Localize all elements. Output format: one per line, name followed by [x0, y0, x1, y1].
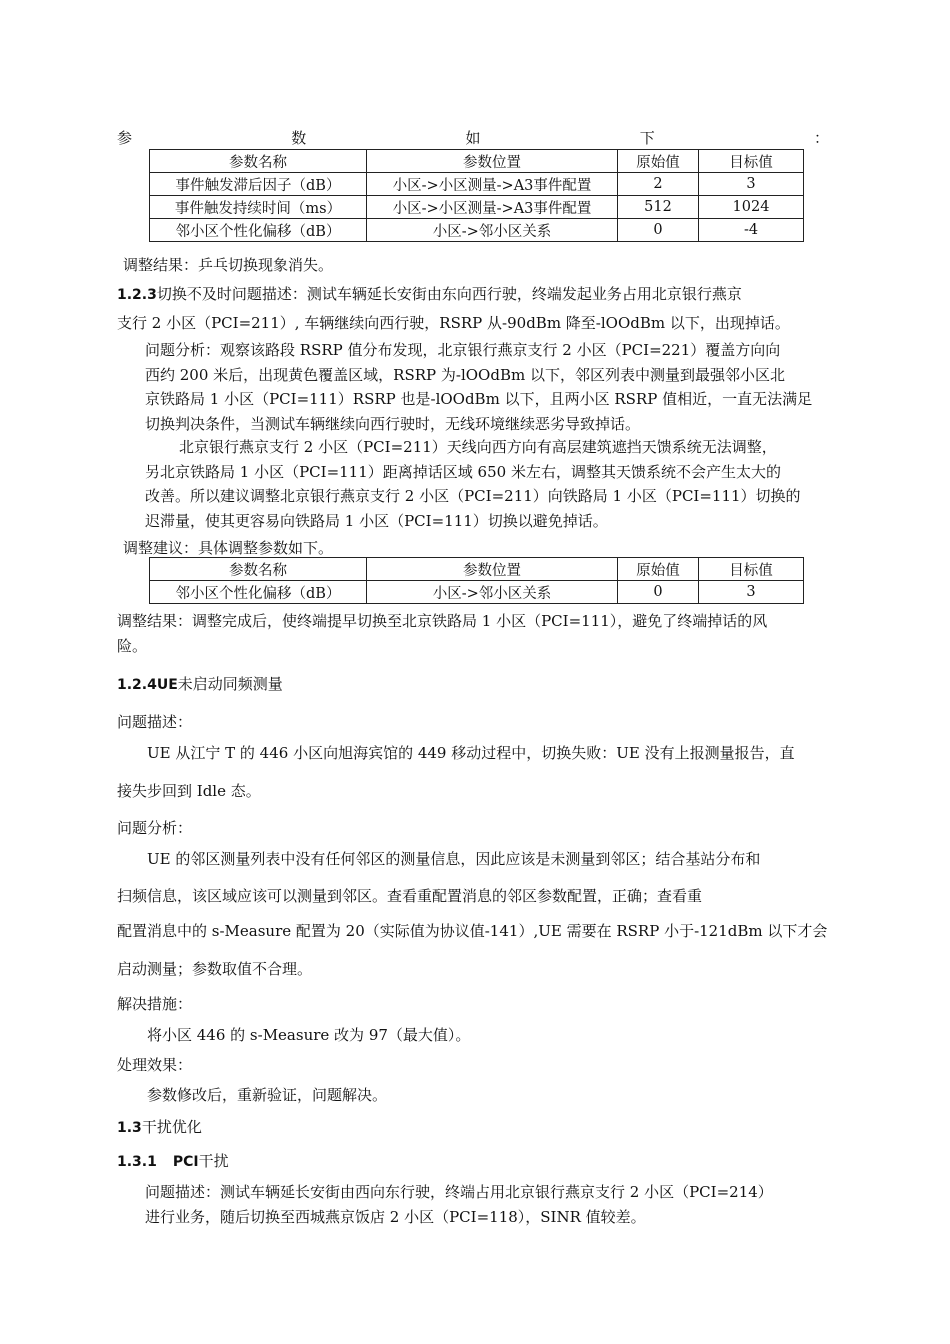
- table-cell: 小区->邻小区关系: [367, 581, 618, 604]
- text-line: 进行业务，随后切换至西城燕京饭店 2 小区（PCI=118），SINR 值较差。: [145, 1207, 646, 1226]
- solution-text: 将小区 446 的 s-Measure 改为 97（最大值）。: [147, 1026, 471, 1044]
- section-title-suffix: 干扰: [198, 1152, 229, 1170]
- params-intro-char: 下: [639, 129, 655, 147]
- section-number: 1.2.3: [117, 287, 157, 303]
- params-intro-char: ：: [813, 129, 829, 147]
- table-cell: 1024: [699, 196, 804, 219]
- effect-text: 参数修改后，重新验证，问题解决。: [147, 1086, 388, 1104]
- text-line: 改善。所以建议调整北京银行燕京支行 2 小区（PCI=211）向铁路局 1 小区（PCI=111）切换的: [145, 487, 801, 505]
- table-cell: 邻小区个性化偏移（dB）: [150, 581, 367, 604]
- table-row: [150, 196, 804, 219]
- problem-description-line: UE 从江宁 T 的 446 小区向旭海宾馆的 449 移动过程中，切换失败：UE 没有上报测量报告，直: [147, 744, 795, 762]
- table-header: 原始值: [618, 558, 699, 581]
- table-row: [150, 581, 804, 604]
- section-title: PCI: [172, 1154, 199, 1170]
- section-title: 干扰优化: [141, 1118, 202, 1136]
- table-row: [150, 219, 804, 242]
- text-line: 迟滞量，使其更容易向铁路局 1 小区（PCI=111）切换以避免掉话。: [145, 511, 608, 530]
- table-cell: 0: [618, 581, 699, 604]
- params-intro-char: 数: [291, 129, 307, 147]
- adjust-result-1: 调整结果：乒乓切换现象消失。: [123, 256, 334, 274]
- adjust-suggestion: 调整建议：具体调整参数如下。: [123, 539, 334, 557]
- solution-label: 解决措施：: [117, 995, 193, 1013]
- table-header: 原始值: [618, 150, 699, 173]
- text-line: 险。: [117, 636, 148, 655]
- params-intro-char: 如: [465, 129, 481, 147]
- table-cell: 事件触发持续时间（ms）: [150, 196, 367, 219]
- table-cell: 事件触发滞后因子（dB）: [150, 173, 367, 196]
- problem-description-line: 接失步回到 Idle 态。: [117, 782, 261, 800]
- adjust-result-2: [117, 609, 767, 658]
- problem-description-label: 问题描述：: [117, 713, 193, 731]
- text-line: 调整结果：调整完成后，使终端提早切换至北京铁路局 1 小区（PCI=111），避免了终端掉话的风: [117, 612, 768, 630]
- params-intro: [117, 127, 829, 148]
- table-cell: 512: [618, 196, 699, 219]
- table-cell: 2: [618, 173, 699, 196]
- text-line: 北京银行燕京支行 2 小区（PCI=211）天线向西方向有高层建筑遮挡天馈系统无法调整，: [179, 438, 777, 456]
- params-table-2: [149, 557, 804, 604]
- problem-analysis-line: UE 的邻区测量列表中没有任何邻区的测量信息，因此应该是未测量到邻区；结合基站分布和: [147, 850, 761, 868]
- table-cell: 3: [699, 581, 804, 604]
- problem-analysis-line: 启动测量；参数取值不合理。: [117, 960, 313, 978]
- section-number: 1.3.1: [117, 1154, 157, 1170]
- pci-problem-description: [145, 1180, 773, 1229]
- table-cell: 3: [699, 173, 804, 196]
- params-intro-char: 参: [117, 129, 133, 147]
- table-cell: 小区->小区测量->A3事件配置: [367, 196, 618, 219]
- text-line: 西约 200 米后，出现黄色覆盖区域，RSRP 为-lOOdBm 以下，邻区列表中测量到最强邻小区北: [145, 365, 785, 384]
- text-line: 问题分析：观察该路段 RSRP 值分布发现，北京银行燕京支行 2 小区（PCI=221）覆盖方向向: [145, 341, 781, 359]
- table-header: 参数位置: [367, 558, 618, 581]
- effect-label: 处理效果：: [117, 1056, 193, 1074]
- text-line: 另北京铁路局 1 小区（PCI=111）距离掉话区域 650 米左右，调整其天馈系统不会产生太大的: [145, 462, 781, 481]
- problem-analysis-line: 扫频信息，该区域应该可以测量到邻区。查看重配置消息的邻区参数配置，正确；查看重: [117, 887, 703, 905]
- section-1-2-3-line-2: 支行 2 小区（PCI=211）, 车辆继续向西行驶，RSRP 从-90dBm 降至-lOOdBm 以下，出现掉话。: [117, 314, 790, 332]
- text-line: 问题描述：测试车辆延长安街由西向东行驶，终端占用北京银行燕京支行 2 小区（PCI=214）: [145, 1183, 773, 1201]
- table-cell: 小区->小区测量->A3事件配置: [367, 173, 618, 196]
- table-header-row: [150, 558, 804, 581]
- section-1-3-1-heading: [117, 1150, 229, 1171]
- text-line: 京铁路局 1 小区（PCI=111）RSRP 也是-lOOdBm 以下，且两小区 RSRP 值相近，一直无法满足: [145, 390, 813, 408]
- table-header: 参数名称: [150, 558, 367, 581]
- section-title: 未启动同频测量: [177, 675, 283, 693]
- section-1-2-3-line-1: [117, 283, 742, 304]
- table-cell: 0: [618, 219, 699, 242]
- section-number: 1.2.4UE: [117, 677, 178, 693]
- section-1-3-heading: [117, 1116, 202, 1137]
- section-number: 1.3: [117, 1120, 142, 1136]
- table-header: 参数名称: [150, 150, 367, 173]
- table-header: 目标值: [699, 558, 804, 581]
- table-row: [150, 173, 804, 196]
- section-1-2-4-heading: [117, 673, 283, 694]
- problem-analysis-label: 问题分析：: [117, 819, 193, 837]
- table-cell: -4: [699, 219, 804, 242]
- table-cell: 小区->邻小区关系: [367, 219, 618, 242]
- table-cell: 邻小区个性化偏移（dB）: [150, 219, 367, 242]
- params-table-1: [149, 149, 804, 242]
- section-text: 切换不及时问题描述：测试车辆延长安街由东向西行驶，终端发起业务占用北京银行燕京: [156, 285, 742, 303]
- table-header: 参数位置: [367, 150, 618, 173]
- problem-analysis-paragraph: [145, 338, 812, 436]
- table-header: 目标值: [699, 150, 804, 173]
- text-line: 切换判决条件，当测试车辆继续向西行驶时，无线环境继续恶劣导致掉话。: [145, 414, 641, 433]
- analysis-paragraph-2: [145, 435, 801, 533]
- table-header-row: [150, 150, 804, 173]
- problem-analysis-line: 配置消息中的 s-Measure 配置为 20（实际值为协议值-141）,UE 需要在 RSRP 小于-121dBm 以下才会: [117, 922, 828, 940]
